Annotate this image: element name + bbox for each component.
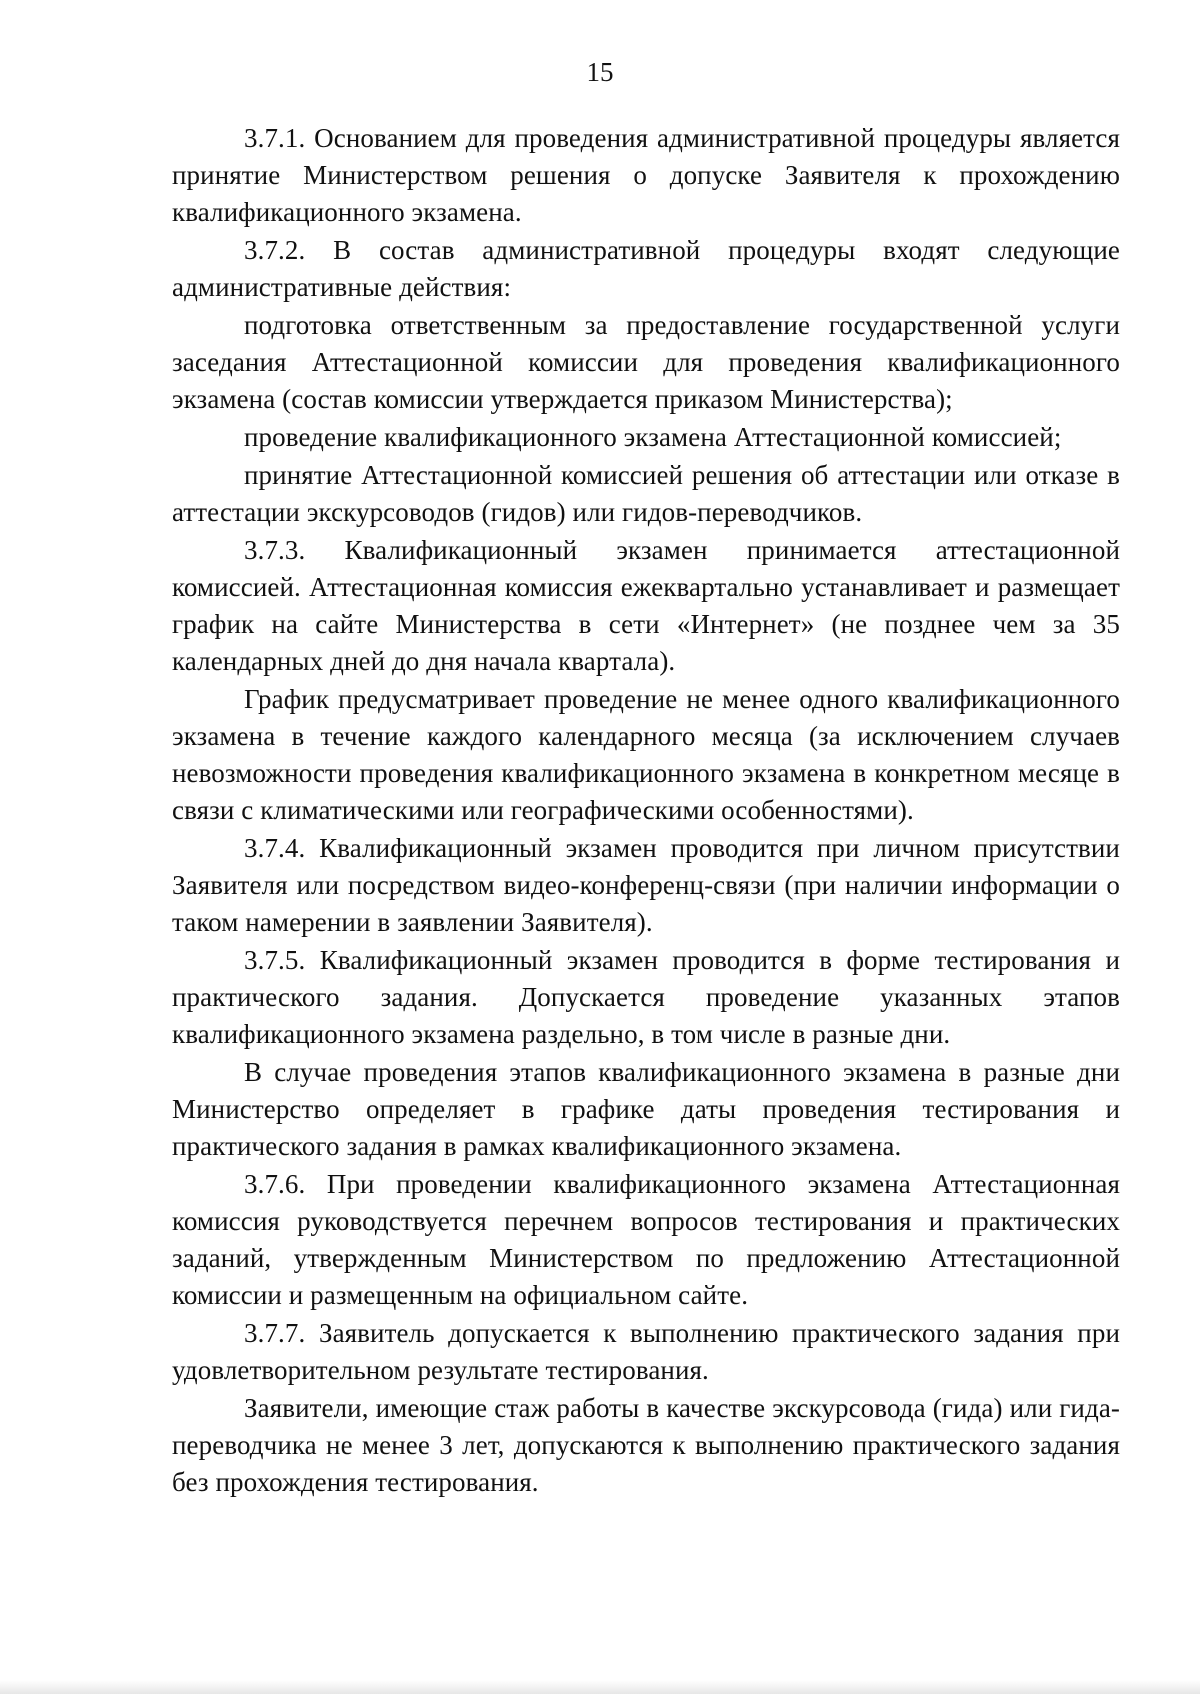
paragraph-3-7-5: 3.7.5. Квалификационный экзамен проводится в форме тестирования и практического задания. Допускается проведение указанных этапов квалификационного экзамена раздельно, в том числе в разные дни. (172, 945, 1120, 1049)
paragraph-3-7-6: 3.7.6. При проведении квалификационного экзамена Аттестационная комиссия руководствуется перечнем вопросов тестирования и практических заданий, утвержденным Министерством по предложению Аттестационной комиссии и размещенным на официальном сайте. (172, 1169, 1120, 1310)
list-item-conducting-exam: проведение квалификационного экзамена Аттестационной комиссией; (244, 422, 1062, 452)
scan-bottom-edge (0, 1680, 1200, 1694)
list-item-preparation: подготовка ответственным за предоставление государственной услуги заседания Аттестационной комиссии для проведения квалификационного экзамена (состав комиссии утверждается приказом Министерства); (172, 310, 1120, 414)
paragraph-different-days: В случае проведения этапов квалификационного экзамена в разные дни Министерство определяет в графике даты проведения тестирования и практического задания в рамках квалификационного экзамена. (172, 1057, 1120, 1161)
document-body (172, 120, 1120, 1501)
paragraph-3-7-3: 3.7.3. Квалификационный экзамен принимается аттестационной комиссией. Аттестационная комиссия ежеквартально устанавливает и размещает график на сайте Министерства в сети «Интернет» (не позднее чем за 35 календарных дней до дня начала квартала). (172, 535, 1120, 676)
list-item-decision: принятие Аттестационной комиссией решения об аттестации или отказе в аттестации экскурсоводов (гидов) или гидов-переводчиков. (172, 460, 1120, 527)
paragraph-3-7-7: 3.7.7. Заявитель допускается к выполнению практического задания при удовлетворительном результате тестирования. (172, 1318, 1120, 1385)
paragraph-3-7-2: 3.7.2. В состав административной процедуры входят следующие административные действия: (172, 235, 1120, 302)
paragraph-3-7-4: 3.7.4. Квалификационный экзамен проводится при личном присутствии Заявителя или посредством видео-конференц-связи (при наличии информации о таком намерении в заявлении Заявителя). (172, 833, 1120, 937)
paragraph-schedule: График предусматривает проведение не менее одного квалификационного экзамена в течение каждого календарного месяца (за исключением случаев невозможности проведения квалификационного экзамена в конкретном месяце в связи с климатическими или географическими особенностями). (172, 684, 1120, 825)
paragraph-experienced-applicants: Заявители, имеющие стаж работы в качестве экскурсовода (гида) или гида-переводчика не менее 3 лет, допускаются к выполнению практического задания без прохождения тестирования. (172, 1393, 1120, 1497)
page-number: 15 (586, 57, 614, 87)
paragraph-3-7-1: 3.7.1. Основанием для проведения административной процедуры является принятие Министерством решения о допуске Заявителя к прохождению квалификационного экзамена. (172, 123, 1120, 227)
